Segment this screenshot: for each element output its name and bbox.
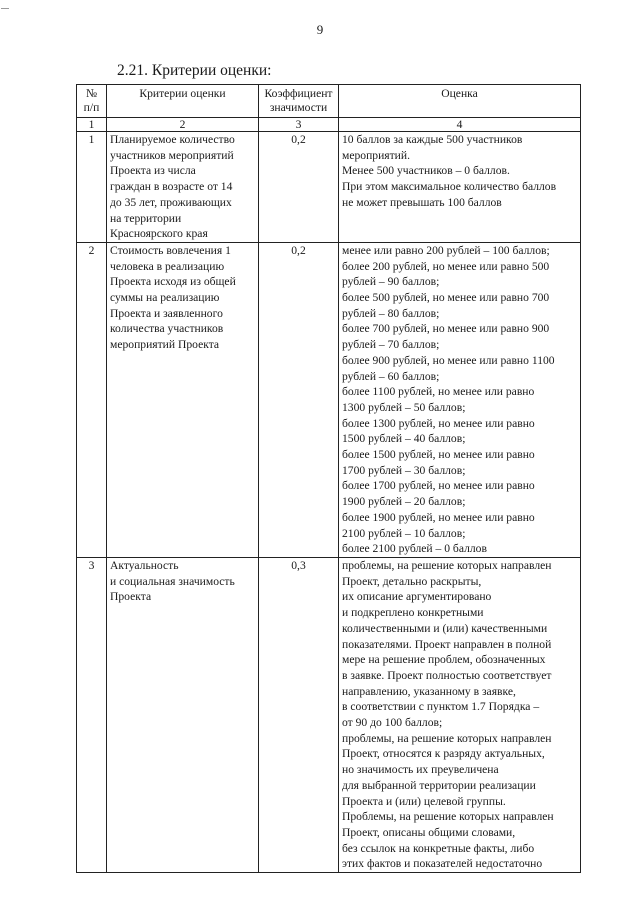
score-line: 2100 рублей – 10 баллов; [342,526,466,540]
column-number: 2 [107,118,259,132]
score-line: менее или равно 200 рублей – 100 баллов; [342,243,550,257]
score-line: более 1700 рублей, но менее или равно [342,479,535,493]
header-line: Коэффициент [264,87,333,100]
header-line: № [85,87,98,100]
score-line: более 2100 рублей – 0 баллов [342,542,487,556]
table-body [77,118,581,873]
criteria-line: Стоимость вовлечения 1 [110,243,231,257]
header-coefficient [259,85,339,118]
header-score [339,85,581,118]
score-line: показателями. Проект направлен в полной [342,637,552,651]
score-line: рублей – 70 баллов; [342,338,440,352]
score-line: более 700 рублей, но менее или равно 900 [342,322,550,336]
criteria-line: мероприятий Проекта [110,338,220,352]
score-line: для выбранной территории реализации [342,778,536,792]
criteria-line: на территории [110,211,182,225]
score-line: и подкреплено конкретными [342,606,484,620]
score-line: рублей – 90 баллов; [342,275,440,289]
coefficient-cell: 0,2 [259,132,339,243]
header-criteria [107,85,259,118]
score-line: проблемы, на решение которых направлен [342,558,552,572]
criteria-line: количества участников [110,322,224,336]
criteria-table [76,84,581,873]
score-line: Проект, детально раскрыты, [342,574,482,588]
score-line: 1500 рублей – 40 баллов; [342,432,466,446]
score-line: направлению, указанному в заявке, [342,684,516,698]
score-line: более 900 рублей, но менее или равно 1100 [342,353,555,367]
score-line: мероприятий. [342,148,410,162]
header-line: п/п [83,101,100,114]
scan-margin-mark [1,8,9,9]
score-line: в соответствии с пунктом 1.7 Порядка – [342,700,540,714]
row-number: 3 [77,557,107,872]
criteria-line: до 35 лет, проживающих [110,195,232,209]
criteria-line: Планируемое количество [110,133,235,146]
score-line: мере на решение проблем, обозначенных [342,653,546,667]
score-line: более 1300 рублей, но менее или равно [342,416,535,430]
criteria-line: Проекта [110,590,152,604]
score-line: в заявке. Проект полностью соответствует [342,668,552,682]
criteria-cell [107,132,259,243]
score-line: Проект, описаны общими словами, [342,825,516,839]
criteria-line: участников мероприятий [110,148,234,162]
score-line: Менее 500 участников – 0 баллов. [342,164,510,178]
column-numbering-row [77,118,581,132]
score-line: количественными и (или) качественными [342,621,548,635]
criteria-line: Проекта и заявленного [110,306,223,320]
column-number: 4 [339,118,581,132]
table-header-row [77,85,581,118]
score-line: без ссылок на конкретные факты, либо [342,841,535,855]
table-row [77,132,581,243]
score-line: Проекта и (или) целевой группы. [342,794,506,808]
score-line: проблемы, на решение которых направлен [342,731,552,745]
criteria-cell [107,557,259,872]
header-num [77,85,107,118]
score-line: 1900 рублей – 20 баллов; [342,495,466,509]
score-line: не может превышать 100 баллов [342,195,502,209]
score-cell [339,557,581,872]
score-line: от 90 до 100 баллов; [342,716,443,730]
column-number: 1 [77,118,107,132]
criteria-line: Красноярского края [110,227,208,241]
score-line: их описание аргументировано [342,590,492,604]
score-line: более 200 рублей, но менее или равно 500 [342,259,550,273]
criteria-line: и социальная значимость [110,574,235,588]
table-row [77,242,581,557]
coefficient-cell: 0,2 [259,242,339,557]
criteria-line: суммы на реализацию [110,291,220,305]
score-line: более 500 рублей, но менее или равно 700 [342,291,550,305]
score-line: рублей – 80 баллов; [342,306,440,320]
row-number: 1 [77,132,107,243]
score-line: Проблемы, на решение которых направлен [342,810,554,824]
criteria-line: Актуальность [110,558,179,572]
column-number: 3 [259,118,339,132]
score-line: 1300 рублей – 50 баллов; [342,400,466,414]
row-number: 2 [77,242,107,557]
header-line: Критерии оценки [139,87,226,100]
criteria-line: Проекта из числа [110,164,196,178]
score-line: 1700 рублей – 30 баллов; [342,463,466,477]
coefficient-cell: 0,3 [259,557,339,872]
table-row [77,557,581,872]
criteria-line: человека в реализацию [110,259,225,273]
score-line: При этом максимальное количество баллов [342,180,557,194]
score-line: но значимость их преувеличена [342,763,499,777]
score-line: более 1500 рублей, но менее или равно [342,448,535,462]
page-number: 9 [316,22,324,37]
section-title: 2.21. Критерии оценки: [117,62,272,79]
score-cell [339,242,581,557]
score-line: Проект, относятся к разряду актуальных, [342,747,545,761]
header-line: Оценка [441,87,478,100]
criteria-cell [107,242,259,557]
score-line: 10 баллов за каждые 500 участников [342,133,523,146]
score-line: этих фактов и показателей недостаточно [342,857,543,871]
score-cell [339,132,581,243]
criteria-line: граждан в возрасте от 14 [110,180,233,194]
score-line: рублей – 60 баллов; [342,369,440,383]
criteria-line: Проекта исходя из общей [110,275,236,289]
score-line: более 1100 рублей, но менее или равно [342,385,535,399]
header-line: значимости [269,101,328,114]
score-line: более 1900 рублей, но менее или равно [342,510,535,524]
